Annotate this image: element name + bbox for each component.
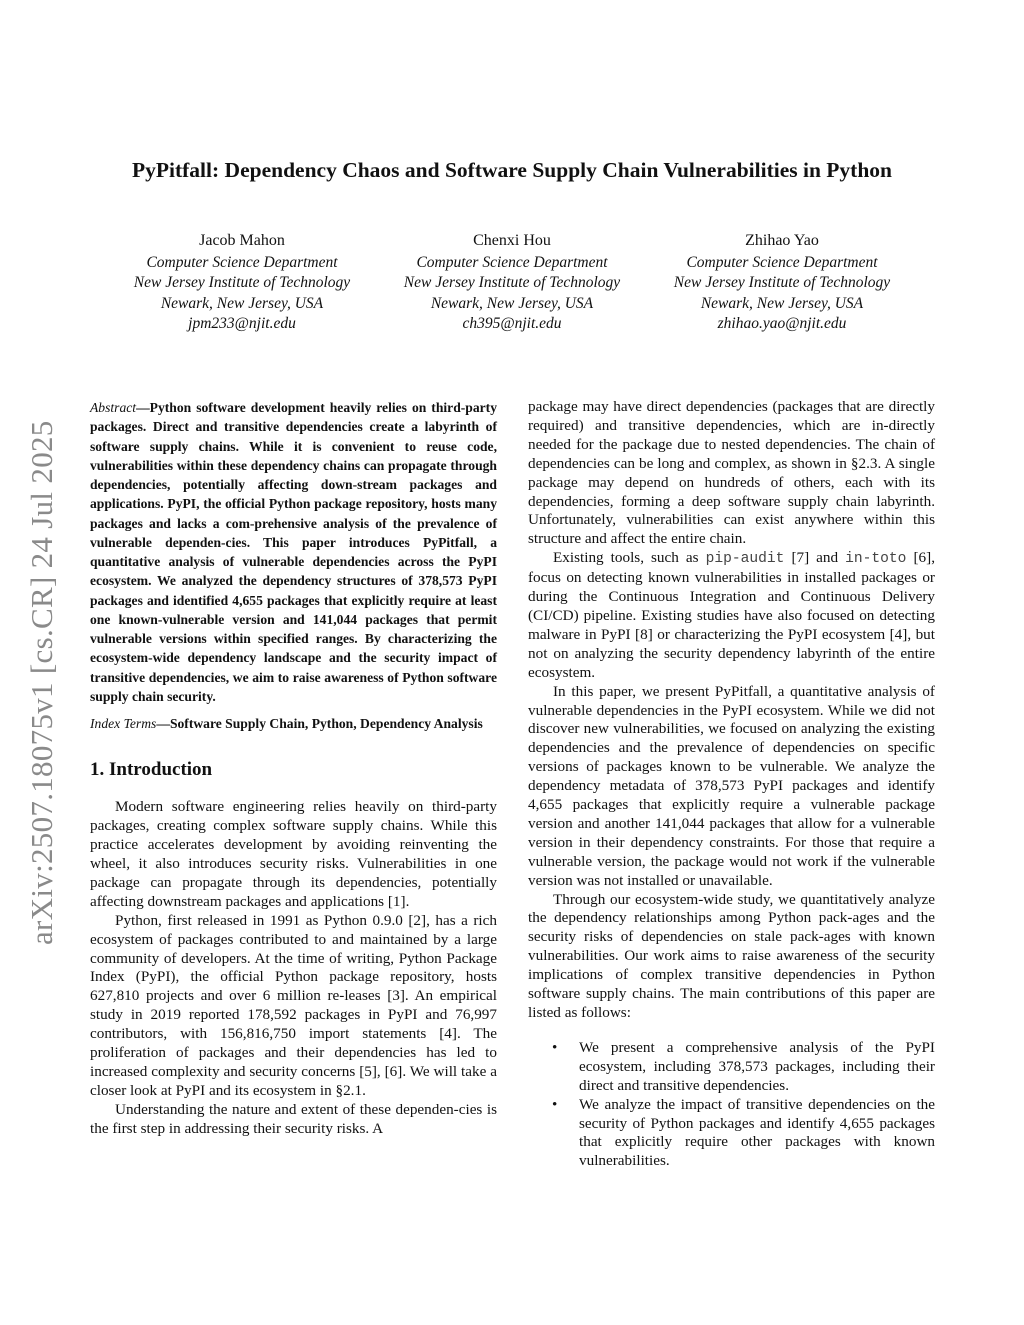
author-email: jpm233@njit.edu [188,315,296,332]
paragraph: Through our ecosystem-wide study, we quantitatively analyze the dependency relationships among Python pack-ages and the security risks of dependencies on stale pack-ages with known vulnerabilities. Our work aims to raise awareness of the security implications of complex transitive dependencies in Python software supply chains. The main contributions of this paper are listed as follows: [528,890,935,1021]
author-name: Zhihao Yao [745,232,819,249]
author-location: Newark, New Jersey, USA [700,294,864,312]
abstract-label: Abstract [90,400,137,415]
text-segment: [6], focus on detecting known vulnerabilities in installed packages or during the Continuous Integration and Continuous Delivery (CI/CD) pipeline. Existing studies have also focused on detecting malware in PyPI [8] or characterizing the PyPI ecosystem [4], but not on analyzing the security dependency labyrinth of the entire ecosystem. [528,549,935,681]
paper-title: PyPitfall: Dependency Chaos and Software Supply Chain Vulnerabilities in Python [132,158,892,182]
code-pip-audit: pip-audit [705,551,785,568]
text-segment: [7] and [784,549,846,567]
index-terms-text: —Software Supply Chain, Python, Dependency Analysis [156,716,483,731]
author-inst: New Jersey Institute of Technology [403,274,621,291]
arxiv-identifier: arXiv:2507.18075v1 [cs.CR] 24 Jul 2025 [24,420,59,945]
author-dept: Computer Science Department [686,253,878,271]
author-name: Chenxi Hou [473,232,551,249]
author [112,231,372,335]
index-terms-label: Index Terms [90,716,157,731]
author-dept: Computer Science Department [416,253,608,271]
list-item [528,1096,935,1172]
bullet-icon: • [552,1095,558,1113]
code-in-toto: in-toto [845,551,907,568]
paragraph [528,549,935,682]
paragraph: Modern software engineering relies heavily on third-party packages, creating complex software supply chains. While this practice accelerates development by avoiding reinventing the wheel, it also introduces security risks. Vulnerabilities in one package can propagate through its dependencies, potentially affecting downstream packages and applications [1]. [90,798,497,910]
author-location: Newark, New Jersey, USA [160,294,324,312]
abstract [90,398,497,706]
author-email: ch395@njit.edu [462,315,562,332]
author-email: zhihao.yao@njit.edu [717,315,847,332]
author-inst: New Jersey Institute of Technology [673,274,891,291]
author-name: Jacob Mahon [199,232,285,249]
list-item-text: We analyze the impact of transitive dependencies on the security of Python packages and identify 4,655 packages that explicitly require other packages with known vulnerabilities. [579,1095,935,1170]
author [652,231,912,335]
paragraph: Understanding the nature and extent of these dependen-cies is the first step in addressing their security risks. A [90,1100,497,1137]
bullet-icon: • [552,1038,558,1056]
author-inst: New Jersey Institute of Technology [133,274,351,291]
index-terms [90,714,497,733]
author-dept: Computer Science Department [146,253,338,271]
contributions-list [528,1039,935,1171]
paragraph: package may have direct dependencies (packages that are directly required) and transitive dependencies, which are in-directly needed for the package due to nested dependencies. The chain of dependencies can be long and complex, as shown in §2.3. A single package may depend on hundreds of others, each with its dependencies, forming a deep software supply chain labyrinth. Unfortunately, vulnerabilities can exist anywhere within this structure and affect the entire chain. [528,398,935,548]
right-column [528,398,935,1171]
list-item-text: We present a comprehensive analysis of the PyPI ecosystem, including 378,573 packages, including their direct and transitive dependencies. [579,1038,935,1094]
left-column [90,398,497,1139]
text-segment: Existing tools, such as [553,549,706,567]
abstract-text: —Python software development heavily relies on third-party packages. Direct and transitive dependencies create a labyrinth of software supply chains. While it is convenient to reuse code, vulnerabilities within these dependency chains can propagate through dependencies, potentially affecting down-stream packages and applications. PyPI, the official Python package repository, hosts many packages and lacks a com-prehensive analysis of the prevalence of vulnerable dependen-cies. This paper introduces PyPitfall, a quantitative analysis of vulnerable dependencies across the PyPI ecosystem. We analyzed the dependency structures of 378,573 PyPI packages and identified 4,655 packages that explicitly require at least one known-vulnerable version and 141,044 packages that permit vulnerable versions within specified ranges. By characterizing the ecosystem-wide dependency landscape and the security impact of transitive dependencies, we aim to raise awareness of Python software supply chain security. [90,400,497,704]
author [382,231,642,335]
paragraph: In this paper, we present PyPitfall, a quantitative analysis of vulnerable dependencies in the PyPI ecosystem. While we did not discover new vulnerabilities, we focused on analyzing the existing dependencies and the prevalence of dependencies on specific versions of packages known to be vulnerable. We analyze the dependency metadata of 378,573 PyPI packages and identify 4,655 packages that explicitly require a vulnerable package version and another 141,044 packages that allow for a vulnerable version in their dependency constraints. For those that require a vulnerable version, the package would not work if the vulnerable version was not installed or unavailable. [528,682,935,889]
author-location: Newark, New Jersey, USA [430,294,594,312]
list-item [528,1039,935,1096]
paragraph: Python, first released in 1991 as Python 0.9.0 [2], has a rich ecosystem of packages contributed to and maintained by a large community of developers. At the time of writing, Python Package Index (PyPI), the official Python package repository, hosts 627,810 projects and over 6 million re-leases [3]. An empirical study in 2019 reported 178,592 packages in PyPI and 76,997 contributors, with 156,816,750 import statements [4]. The proliferation of packages and their dependencies has led to increased complexity and security concerns [5], [6]. We will take a closer look at PyPI and its ecosystem in §2.1. [90,911,497,1099]
section-heading: 1. Introduction [90,759,213,781]
